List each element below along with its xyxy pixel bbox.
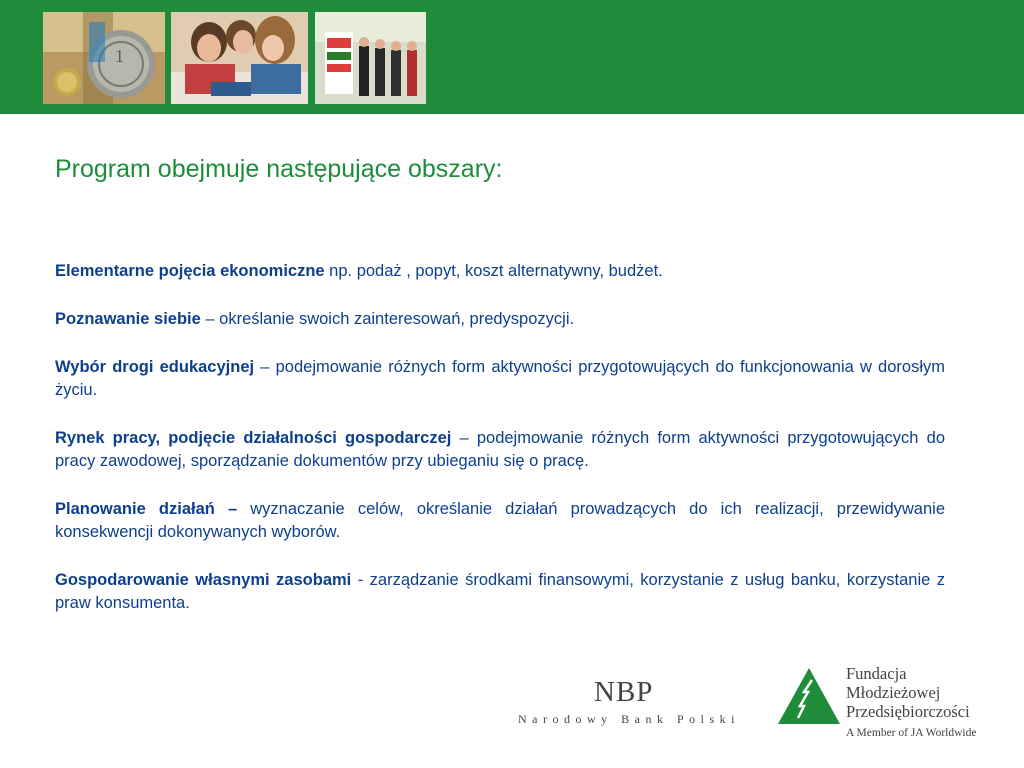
fmp-logo-text [846, 664, 970, 721]
nbp-logo [515, 676, 740, 730]
area-description: – podejmowanie różnych form aktywności przygotowujących do funkcjonowania w dorosłym życiu. [55, 358, 945, 399]
area-description: - zarządzanie środkami finansowymi, korzystanie z usług banku, korzystanie z praw konsumenta. [55, 571, 945, 612]
area-paragraph [55, 427, 945, 473]
area-heading: Gospodarowanie własnymi zasobami [55, 571, 352, 589]
area-heading: Rynek pracy, podjęcie działalności gospodarczej [55, 429, 452, 447]
program-areas-list [55, 260, 945, 640]
area-heading: Elementarne pojęcia ekonomiczne [55, 262, 325, 280]
area-paragraph [55, 308, 945, 331]
triangle-icon [778, 668, 840, 724]
area-paragraph [55, 498, 945, 544]
area-paragraph [55, 260, 945, 283]
fmp-line1: Fundacja [846, 664, 907, 683]
students-photo [171, 12, 308, 104]
nbp-logo-subtitle: Narodowy Bank Polski [518, 712, 740, 726]
fmp-member-tagline: A Member of JA Worldwide [846, 727, 977, 739]
header-banner [0, 0, 1024, 114]
exhibition-photo [315, 12, 426, 104]
area-description: – określanie swoich zainteresowań, predyspozycji. [200, 310, 575, 328]
fmp-logo [776, 664, 996, 744]
area-heading: Wybór drogi edukacyjnej [55, 358, 255, 376]
area-heading: Planowanie działań – [55, 500, 238, 518]
area-paragraph [55, 569, 945, 615]
area-description: np. podaż , popyt, koszt alternatywny, budżet. [324, 262, 663, 280]
nbp-logo-mark: NBP [594, 676, 654, 708]
area-paragraph [55, 356, 945, 402]
area-heading: Poznawanie siebie [55, 310, 201, 328]
area-description: wyznaczanie celów, określanie działań prowadzących do ich realizacji, przewidywanie konsekwencji dokonywanych wyborów. [55, 500, 945, 541]
slide-title: Program obejmuje następujące obszary: [55, 155, 503, 183]
fmp-line3: Przedsiębiorczości [846, 702, 970, 721]
area-description: – podejmowanie różnych form aktywności przygotowujących do pracy zawodowej, sporządzanie dokumentów przy ubieganiu się o pracę. [55, 429, 945, 470]
coin-photo [43, 12, 165, 104]
svg-text:1: 1 [115, 46, 124, 66]
fmp-line2: Młodzieżowej [846, 683, 941, 702]
